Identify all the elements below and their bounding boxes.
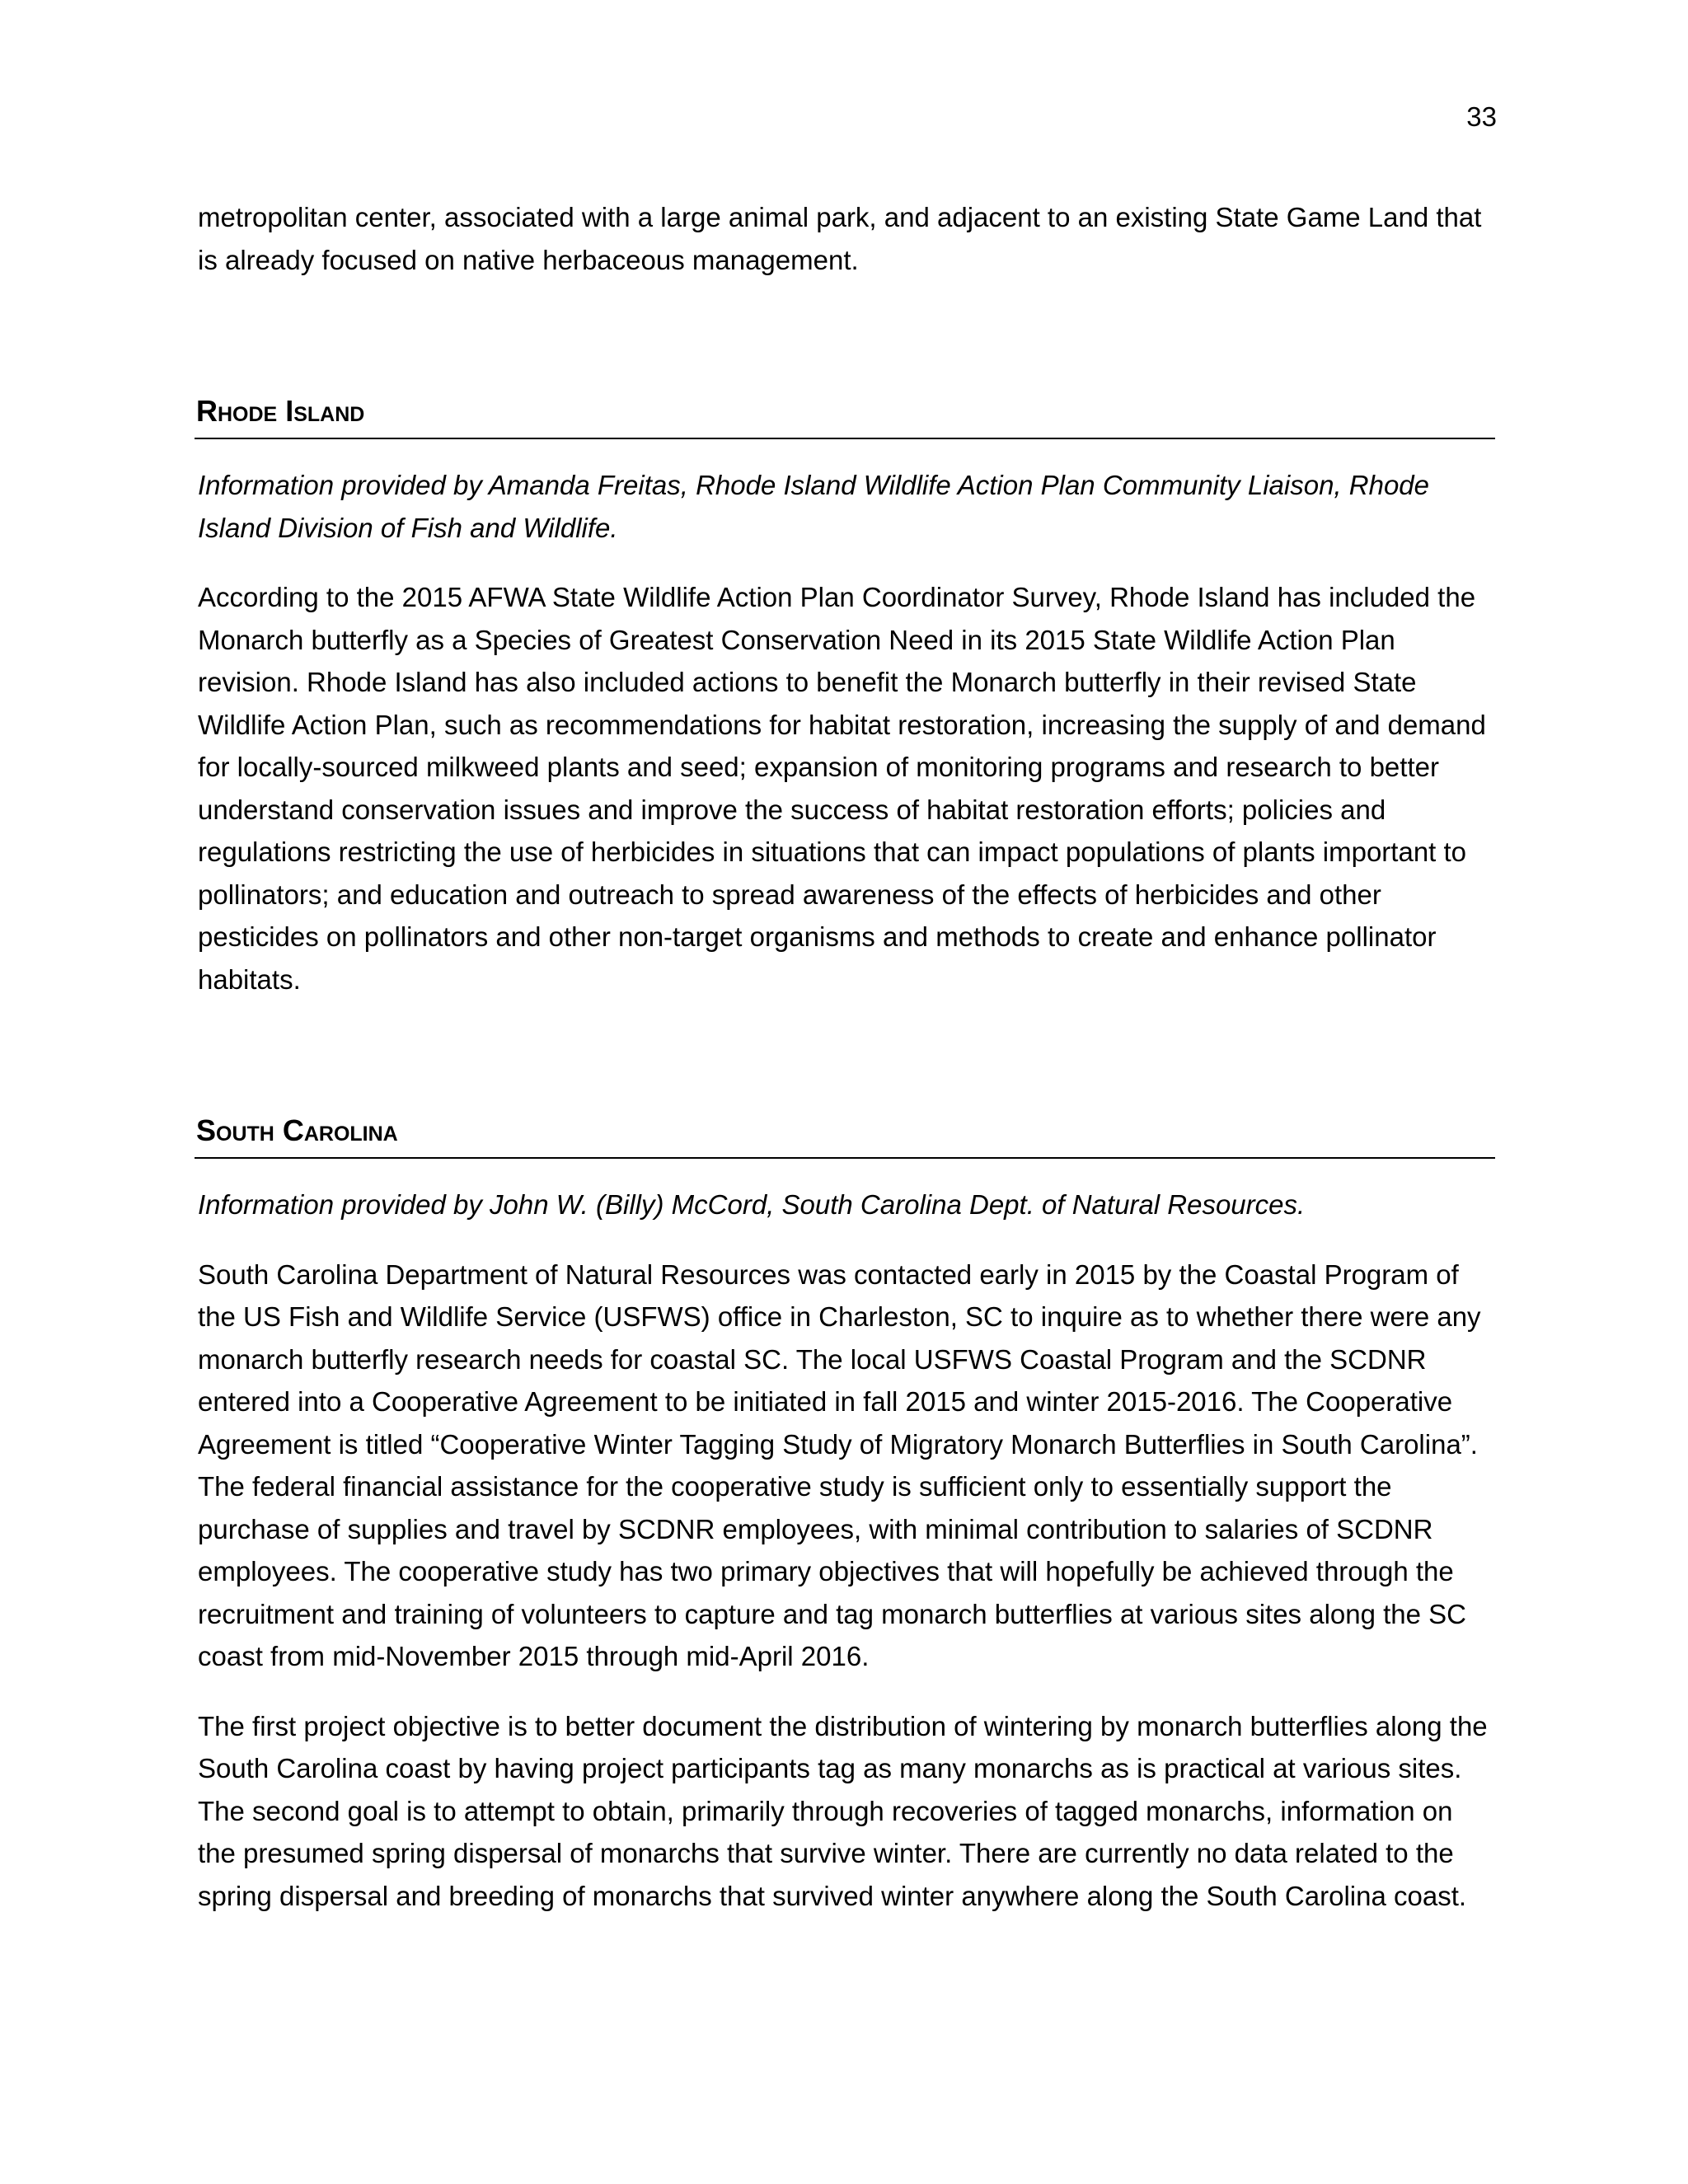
body-paragraph-south-carolina-1: South Carolina Department of Natural Resources was contacted early in 2015 by the Coastal Program of the US Fish and Wildlife Service (USFWS) office in Charleston, SC to inquire as to whether there were any monarch butterfly research needs for coastal SC. The local USFWS Coastal Program and the SCDNR entered into a Cooperative Agreement to be initiated in fall 2015 and winter 2015-2016. The Cooperative Agreement is titled “Cooperative Winter Tagging Study of Migratory Monarch Butterflies in South Carolina”. The federal financial assistance for the cooperative study is sufficient only to essentially support the purchase of supplies and travel by SCDNR employees, with minimal contribution to salaries of SCDNR employees. The cooperative study has two primary objectives that will hopefully be achieved through the recruitment and training of volunteers to capture and tag monarch butterflies at various sites along the SC coast from mid-November 2015 through mid-April 2016.	[198, 1258, 1481, 1671]
page-content	[198, 196, 1492, 1917]
page-number: 33	[1466, 101, 1497, 132]
section-heading-south-carolina: South Carolina	[195, 1109, 1495, 1159]
section-heading-rhode-island: Rhode Island	[195, 390, 1495, 439]
intro-paragraph: metropolitan center, associated with a large animal park, and adjacent to an existing State Game Land that is already focused on native herbaceous management.	[198, 202, 1482, 275]
body-paragraph-south-carolina-2: The first project objective is to better document the distribution of wintering by monarch butterflies along the South Carolina coast by having project participants tag as many monarchs as is practical at various sites. The second goal is to attempt to obtain, primarily through recoveries of tagged monarchs, information on the presumed spring dispersal of monarchs that survive winter. There are currently no data related to the spring dispersal and breeding of monarchs that survived winter anywhere along the South Carolina coast.	[198, 1710, 1488, 1911]
section-rhode-island	[198, 390, 1492, 1001]
attribution-rhode-island: Information provided by Amanda Freitas, Rhode Island Wildlife Action Plan Community Liaison, Rhode Island Division of Fish and Wildlife.	[198, 470, 1430, 543]
section-south-carolina	[198, 1109, 1492, 1917]
body-paragraph-rhode-island: According to the 2015 AFWA State Wildlife Action Plan Coordinator Survey, Rhode Island has included the Monarch butterfly as a Species of Greatest Conservation Need in its 2015 State Wildlife Action Plan revision. Rhode Island has also included actions to benefit the Monarch butterfly in their revised State Wildlife Action Plan, such as recommendations for habitat restoration, increasing the supply of and demand for locally-sourced milkweed plants and seed; expansion of monitoring programs and research to better understand conservation issues and improve the success of habitat restoration efforts; policies and regulations restricting the use of herbicides in situations that can impact populations of plants important to pollinators; and education and outreach to spread awareness of the effects of herbicides and other pesticides on pollinators and other non-target organisms and methods to create and enhance pollinator habitats.	[198, 582, 1486, 995]
attribution-south-carolina: Information provided by John W. (Billy) McCord, South Carolina Dept. of Natural Resources.	[198, 1189, 1306, 1220]
